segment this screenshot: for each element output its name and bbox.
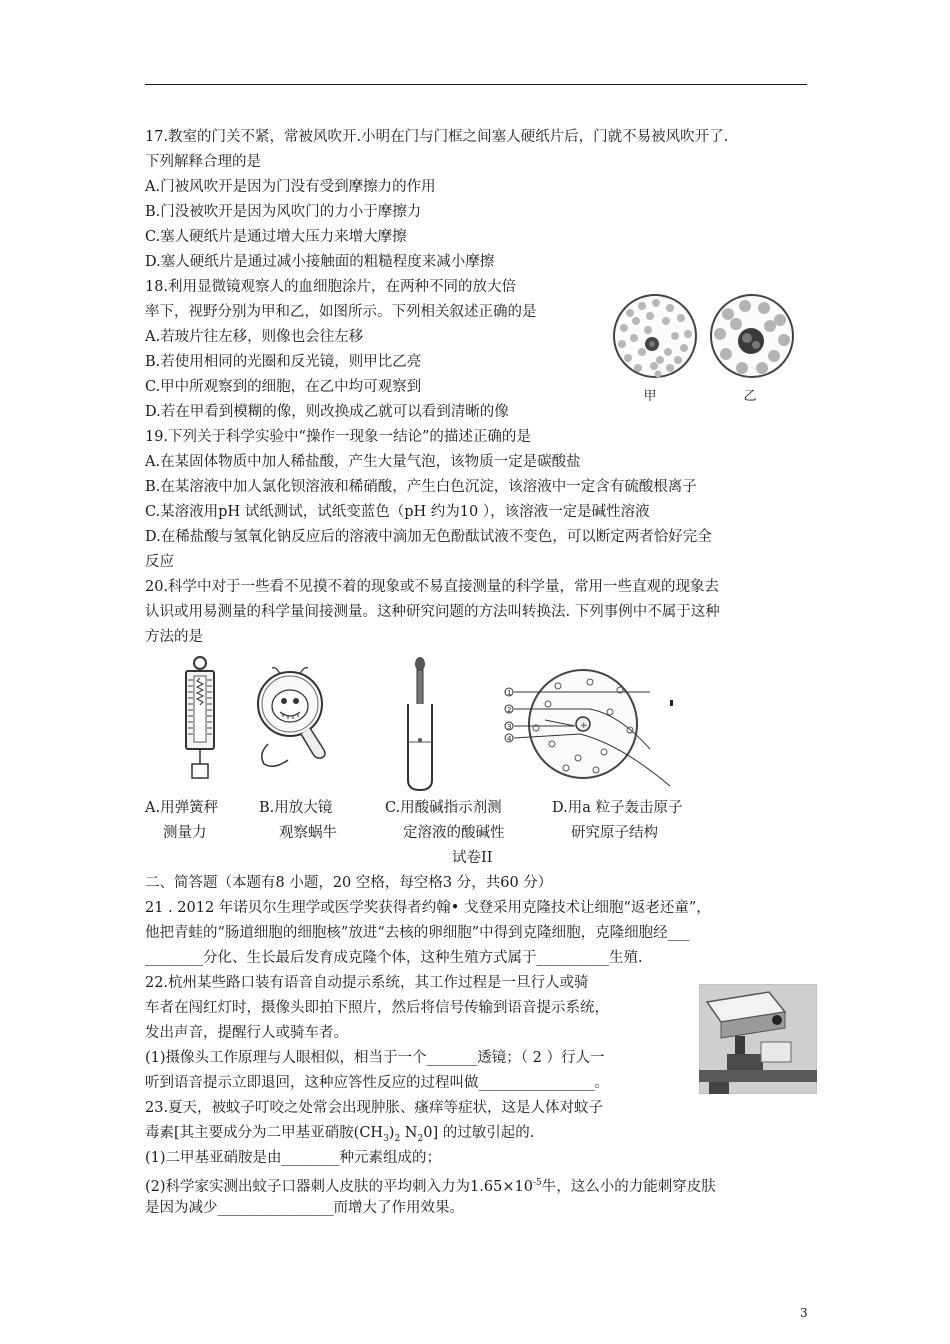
q20-stem-line2: 认识或用易测量的科学量间接测量。这种研究问题的方法叫转换法. 下列事例中不属于这种: [145, 604, 720, 620]
q22-line2: 车者在闯红灯时，摄像头即拍下照片，然后将信号传输到语音提示系统，: [145, 1000, 609, 1016]
q17-stem-line2: 下列解释合理的是: [145, 154, 261, 170]
q21-line2: 他把青蛙的“肠道细胞的细胞核”放进“去核的卵细胞”中得到克隆细胞，克隆细胞经___: [145, 925, 690, 941]
page-number: 3: [800, 1306, 808, 1320]
alpha-scattering-figure: [500, 668, 680, 788]
q23-line1: 23.夏天，被蚊子叮咬之处常会出现肿胀、瘙痒等症状，这是人体对蚊子: [145, 1100, 604, 1116]
q19-option-d-line2: 反应: [145, 554, 174, 570]
q17-option-b: B.门没被吹开是因为风吹门的力小于摩擦力: [145, 204, 422, 220]
q20-caption-d-line1: D.用a 粒子轰击原子: [552, 800, 683, 816]
q17-option-c: C.塞人硬纸片是通过增大压力来增大摩擦: [145, 229, 407, 245]
q20-caption-c-line2: 定溶液的酸碱性: [403, 825, 505, 841]
field-jia: [614, 295, 696, 378]
spring-scale-figure: [170, 654, 230, 786]
q22-line1: 22.杭州某些路口装有语音自动提示系统，其工作过程是一旦行人或骑: [145, 975, 589, 991]
q18-stem-line1: 18.利用显微镜观察人的血细胞涂片，在两种不同的放大倍: [145, 279, 517, 295]
q23-line5: 是因为减少________________而增大了作用效果。: [145, 1200, 464, 1216]
label-yi: 乙: [743, 389, 757, 404]
q21-line1: 21 . 2012 年诺贝尔生理学或医学奖获得者约翰• 戈登采用克隆技术让细胞“返老还童”，: [145, 900, 711, 916]
beam-label-1: 1: [507, 689, 512, 697]
q22-line5: 听到语音提示立即退回，这种应答性反应的过程叫做________________。: [145, 1075, 609, 1091]
magnifier-snail-figure: [250, 664, 330, 774]
q18-option-b: B.若使用相同的光圈和反光镜，则甲比乙亮: [145, 354, 422, 370]
q17-option-d: D.塞人硬纸片是通过减小接触面的粗糙程度来减小摩擦: [145, 254, 495, 270]
q22-line3: 发出声音，提醒行人或骑车者。: [145, 1025, 348, 1041]
q20-caption-b-line1: B.用放大镜: [259, 800, 333, 816]
q20-stem-line3: 方法的是: [145, 629, 203, 645]
q20-caption-a-line1: A.用弹簧秤: [145, 800, 219, 816]
q19-option-d-line1: D.在稀盐酸与氢氧化钠反应后的溶液中滴加无色酚酞试液不变色，可以断定两者恰好完全: [145, 529, 712, 545]
traffic-camera-photo: [699, 984, 817, 1094]
q20-caption-b-line2: 观察蜗牛: [279, 825, 337, 841]
q19-stem: 19.下列关于科学实验中“操作一现象一结论”的描述正确的是: [145, 429, 531, 445]
q19-option-c: C.某溶液用pH 试纸测试，试纸变蓝色（pH 约为10 ），该溶液一定是碱性溶液: [145, 504, 650, 520]
q18-option-d: D.若在甲看到模糊的像，则改换成乙就可以看到清晰的像: [145, 404, 509, 420]
q18-option-c: C.甲中所观察到的细胞，在乙中均可观察到: [145, 379, 422, 395]
q20-caption-c-line1: C.用酸碱指示剂测: [385, 800, 502, 816]
q17-option-a: A.门被风吹开是因为门没有受到摩擦力的作用: [145, 179, 436, 195]
beam-label-4: 4: [507, 735, 512, 743]
q17-stem-line1: 17.教室的门关不紧，常被风吹开.小明在门与门框之间塞人硬纸片后，门就不易被风吹开了.: [145, 129, 729, 145]
q19-option-a: A.在某固体物质中加人稀盐酸，产生大量气泡，该物质一定是碳酸盐: [145, 454, 581, 470]
q19-option-b: B.在某溶液中加人氯化钡溶液和稀硝酸，产生白色沉淀，该溶液中一定含有硫酸根离子: [145, 479, 697, 495]
q20-caption-a-line2: 测量力: [163, 825, 207, 841]
label-jia: 甲: [643, 389, 657, 404]
part2-title: 试卷II: [452, 850, 493, 866]
q23-line2: 毒素[其主要成分为二甲基亚硝胺$(CH_3)_2$ $N_20$] 的过敏引起的.: [145, 1125, 535, 1144]
q18-stem-line2: 率下，视野分别为甲和乙，如图所示。下列相关叙述正确的是: [145, 304, 537, 320]
svg-text:+: +: [580, 721, 588, 731]
q23-line3: (1)二甲基亚硝胺是由________种元素组成的；: [145, 1150, 442, 1166]
q20-stem-line1: 20.科学中对于一些看不见摸不着的现象或不易直接测量的科学量，常用一些直观的现象去: [145, 579, 720, 595]
q21-line3: ________分化、生长最后发育成克隆个体，这种生殖方式属于__________生殖.: [145, 950, 643, 966]
microscope-fields-figure: [608, 288, 808, 408]
beam-label-3: 3: [507, 723, 512, 731]
field-yi: [711, 295, 793, 377]
q18-option-a: A.若玻片往左移，则像也会往左移: [145, 329, 364, 345]
indicator-tube-figure: [395, 656, 445, 792]
beam-label-2: 2: [507, 706, 512, 714]
q20-caption-d-line2: 研究原子结构: [571, 825, 658, 841]
q22-line4: (1)摄像头工作原理与人眼相似，相当于一个_______透镜；（ 2 ）行人一: [145, 1050, 605, 1066]
section2-header: 二、简答题（本题有8 小题，20 空格，每空格3 分，共60 分）: [145, 875, 553, 891]
q23-line4: (2)科学家实测出蚊子口器刺人皮肤的平均刺入力为$1.65\times 10^{-5}$牛，这么小的力能刺穿皮肤: [145, 1178, 716, 1195]
header-rule: [145, 84, 807, 85]
